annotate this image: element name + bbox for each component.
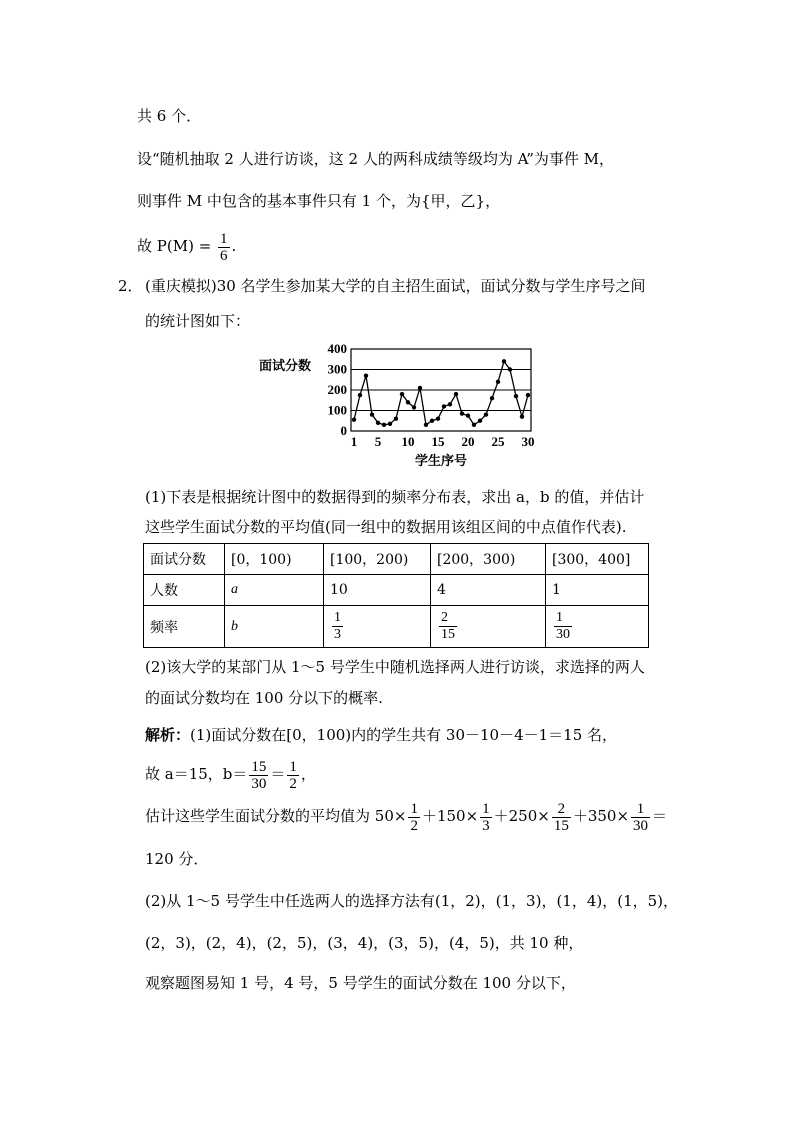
text-line: (2，3)，(2，4)，(2，5)，(3，4)，(3，5)，(4，5)，共 10 种，	[145, 934, 584, 952]
question-text: 的统计图如下：	[145, 312, 251, 330]
data-point	[394, 417, 398, 421]
data-point	[424, 423, 428, 427]
x-tick-label: 10	[401, 434, 415, 449]
table-cell: [200，300)	[431, 544, 546, 575]
denominator: 30	[556, 627, 570, 642]
score-line-chart	[255, 343, 545, 473]
question-text: 这些学生面试分数的平均值(同一组中的数据用该组区间的中点值作代表).	[145, 518, 627, 536]
text-line	[145, 755, 316, 793]
y-tick-label: 0	[340, 423, 347, 438]
x-axis-label: 学生序号	[414, 454, 468, 469]
data-point	[430, 419, 434, 423]
y-tick-label: 300	[327, 361, 347, 377]
denominator: 2	[410, 817, 418, 834]
fraction	[408, 801, 420, 834]
data-point	[472, 423, 476, 427]
data-point	[442, 404, 446, 408]
numerator: 1	[334, 610, 341, 625]
fraction	[249, 759, 268, 792]
text-line: 共 6 个．	[137, 107, 202, 125]
table-cell: 1	[546, 575, 649, 606]
text-line	[145, 725, 617, 745]
table-cell: [300，400]	[546, 544, 649, 575]
data-point	[406, 400, 410, 404]
data-point	[490, 396, 494, 400]
denominator: 15	[553, 817, 569, 834]
text-fragment: (1)面试分数在[0，100)内的学生共有 30－10－4－1＝15 名，	[190, 726, 618, 744]
numerator: 1	[410, 800, 418, 817]
numerator: 1	[631, 801, 650, 818]
text-fragment: ＝	[652, 807, 668, 825]
question-text: 的面试分数均在 100 分以下的概率.	[145, 689, 383, 707]
text-line: 120 分．	[145, 850, 209, 868]
x-tick-label: 1	[350, 434, 358, 449]
data-point	[352, 418, 356, 422]
table-row	[144, 606, 649, 648]
data-point	[418, 386, 422, 390]
table-cell: [100，200)	[324, 544, 431, 575]
table-cell: 4	[431, 575, 546, 606]
x-tick-label: 25	[491, 434, 505, 449]
question-text: (重庆模拟)30 名学生参加某大学的自主招生面试，面试分数与学生序号之间	[145, 277, 646, 295]
text-line: (2)从 1～5 号学生中任选两人的选择方法有(1，2)，(1，3)，(1，4)，(1，5)，	[145, 892, 679, 910]
text-line	[145, 797, 667, 835]
frequency-table	[143, 543, 649, 648]
text-fragment: ＝	[270, 765, 286, 783]
table-cell: [0，100)	[225, 544, 324, 575]
table-cell	[431, 606, 546, 648]
data-point	[376, 421, 380, 425]
denominator: 6	[220, 247, 228, 264]
table-cell: 10	[324, 575, 431, 606]
table-cell: 面试分数	[144, 544, 225, 575]
y-axis-label: 面试分数	[259, 359, 312, 374]
data-point	[502, 359, 506, 363]
data-point	[466, 413, 470, 417]
data-point	[412, 405, 416, 409]
data-point	[514, 394, 518, 398]
table-cell: 频率	[144, 606, 225, 648]
fraction	[631, 801, 650, 834]
data-point	[454, 392, 458, 396]
text-fragment: 故 a＝15，b＝	[145, 765, 248, 783]
text-line: 设“随机抽取 2 人进行访谈，这 2 人的两科成绩等级均为 A”为事件 M，	[137, 150, 615, 168]
data-point	[358, 393, 362, 397]
numerator: 1	[482, 800, 490, 817]
solution-label: 解析：	[145, 726, 191, 744]
x-tick-label: 20	[461, 434, 475, 449]
table-cell: 人数	[144, 575, 225, 606]
text-fragment: ＋250×	[493, 807, 550, 825]
text-fragment: ＋150×	[421, 807, 479, 825]
numerator: 1	[220, 230, 228, 247]
text-fragment: ＋350×	[572, 807, 630, 825]
table-row	[144, 575, 649, 606]
denominator: 2	[289, 775, 297, 792]
question-text: (1)下表是根据统计图中的数据得到的频率分布表，求出 a，b 的值，并估计	[145, 488, 645, 506]
x-tick-label: 15	[431, 434, 445, 449]
data-point	[484, 412, 488, 416]
data-point	[364, 373, 368, 377]
text-fragment: 估计这些学生面试分数的平均值为 50×	[145, 807, 407, 825]
denominator: 30	[633, 817, 649, 834]
text-fragment: 故 P(M) =	[137, 237, 212, 255]
table-cell	[324, 606, 431, 648]
series-line	[354, 361, 528, 425]
table-row	[144, 544, 649, 575]
fraction	[480, 801, 492, 834]
data-point	[370, 412, 374, 416]
fraction	[218, 231, 230, 264]
data-point	[478, 419, 482, 423]
text-fragment: .	[231, 237, 237, 255]
data-point	[520, 414, 524, 418]
numerator: 1	[554, 610, 572, 627]
data-point	[388, 422, 392, 426]
data-point	[460, 411, 464, 415]
y-tick-label: 200	[327, 382, 347, 397]
data-point	[436, 417, 440, 421]
data-point	[508, 367, 512, 371]
x-tick-label: 30	[521, 434, 535, 449]
data-point	[382, 423, 386, 427]
table-cell	[546, 606, 649, 648]
text-line: 则事件 M 中包含的基本事件只有 1 个，为{甲，乙}，	[137, 192, 501, 210]
text-fragment: ，	[300, 765, 316, 783]
numerator: 2	[552, 801, 571, 818]
table-cell: a	[225, 575, 324, 606]
question-number: 2．	[118, 277, 143, 295]
denominator: 3	[334, 627, 341, 642]
text-line	[137, 228, 236, 264]
table-cell: b	[225, 606, 324, 648]
text-line: 观察题图易知 1 号，4 号，5 号学生的面试分数在 100 分以下，	[145, 974, 576, 992]
denominator: 30	[251, 775, 267, 792]
denominator: 3	[482, 817, 490, 834]
numerator: 1	[289, 758, 297, 775]
x-tick-label: 5	[374, 434, 382, 449]
numerator: 2	[439, 610, 457, 627]
y-tick-label: 100	[327, 402, 347, 418]
fraction	[552, 801, 571, 834]
data-point	[448, 402, 452, 406]
data-point	[400, 392, 404, 396]
fraction	[287, 759, 299, 792]
numerator: 15	[251, 758, 267, 775]
question-text: (2)该大学的某部门从 1～5 号学生中随机选择两人进行访谈，求选择的两人	[145, 658, 645, 676]
denominator: 15	[441, 627, 455, 642]
data-point	[496, 380, 500, 384]
y-tick-label: 400	[327, 343, 347, 356]
data-point	[526, 393, 530, 397]
